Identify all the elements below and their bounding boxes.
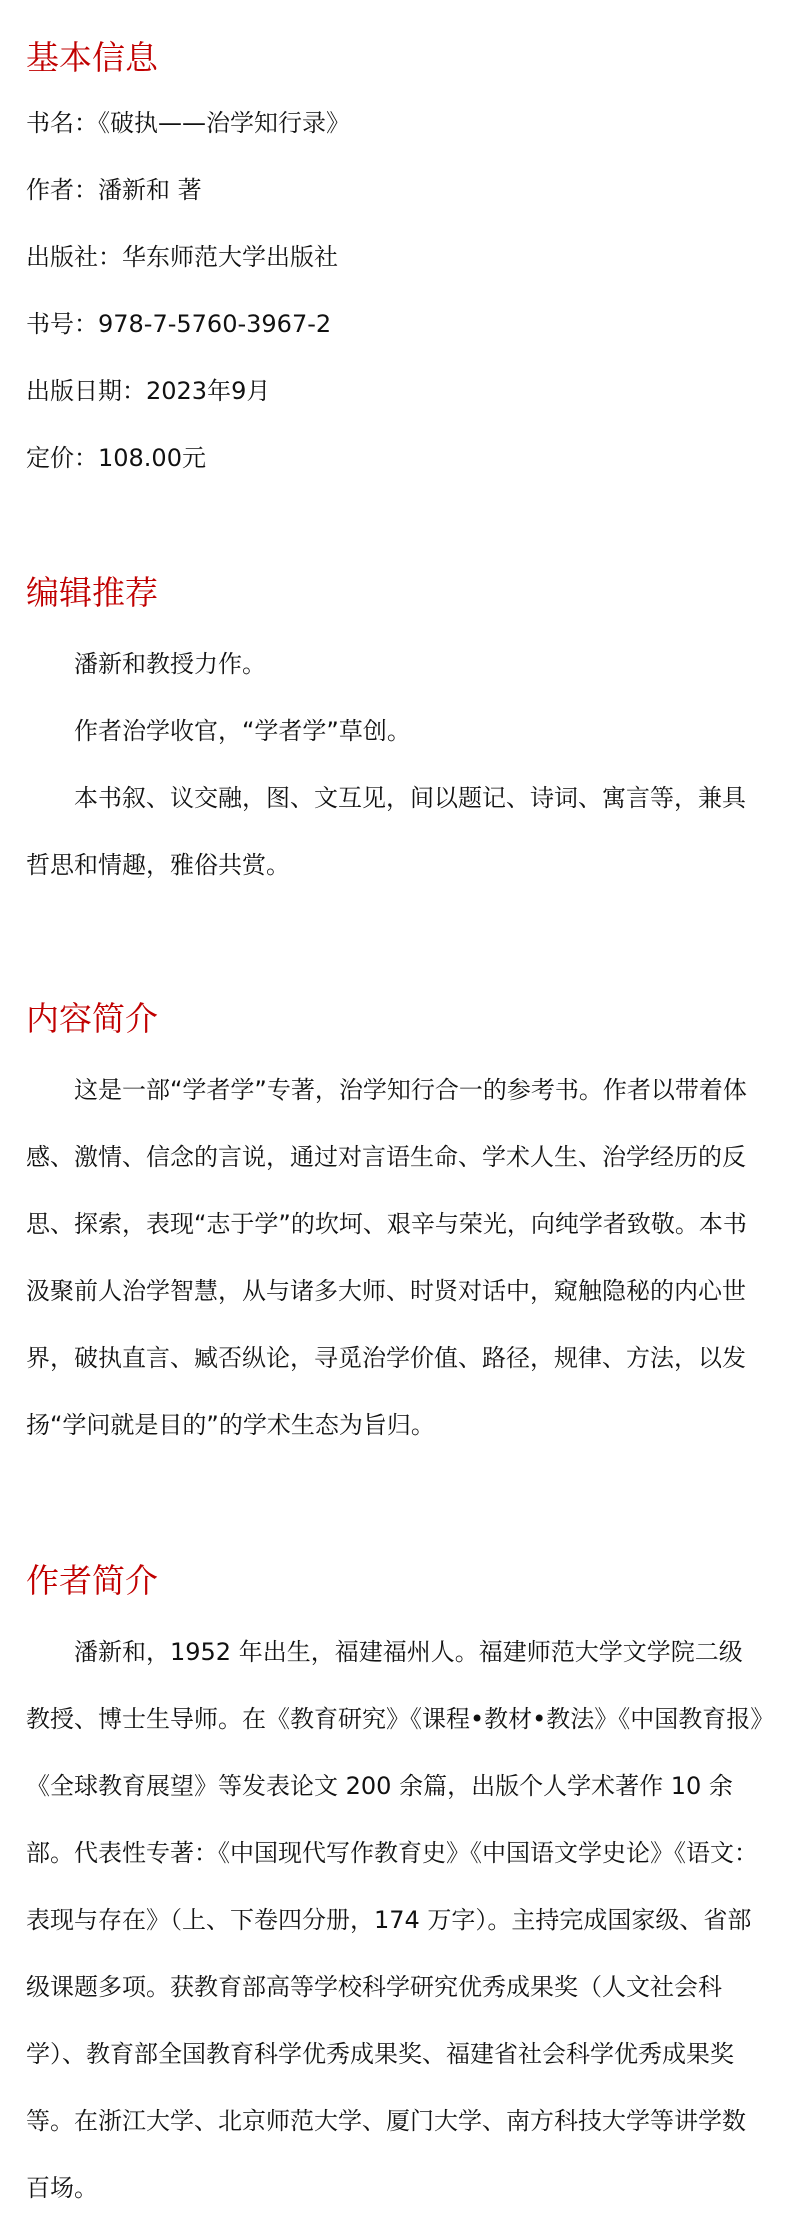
editor-recommendation-body bbox=[26, 631, 766, 899]
editor-paragraph: 作者治学收官，“学者学”草创。 bbox=[74, 717, 411, 745]
price-line: 定价：108.00元 bbox=[26, 444, 206, 472]
editor-recommendation-section bbox=[26, 573, 766, 899]
author-paragraph: 潘新和，1952 年出生，福建福州人。福建师范大学文学院二级教授、博士生导师。在《教育研究》《课程•教材•教法》《中国教育报》《全球教育展望》等发表论文 200 余篇，出版个人学术著作 10 余部。代表性专著：《中国现代写作教育史》《中国语文学史论》《语文：表现与存在》（上、下卷四分册，174 万字）。主持完成国家级、省部级课题多项。获教育部高等学校科学研究优秀成果奖（人文社会科学）、教育部全国教育科学优秀成果奖、福建省社会科学优秀成果奖等。在浙江大学、北京师范大学、厦门大学、南方科技大学等讲学数百场。 bbox=[26, 1638, 763, 2202]
editor-paragraph: 潘新和教授力作。 bbox=[74, 650, 266, 678]
publisher-line: 出版社：华东师范大学出版社 bbox=[26, 243, 338, 271]
basic-info-heading: 基本信息 bbox=[26, 38, 158, 77]
content-summary-section bbox=[26, 999, 766, 1459]
content-summary-heading: 内容简介 bbox=[26, 999, 158, 1038]
content-paragraph: 这是一部“学者学”专著，治学知行合一的参考书。作者以带着体感、激情、信念的言说，通过对言语生命、学术人生、治学经历的反思、探索，表现“志于学”的坎坷、艰辛与荣光，向纯学者致敬。本书汲聚前人治学智慧，从与诸多大师、时贤对话中，窥触隐秘的内心世界，破执直言、臧否纵论，寻觅治学价值、路径，规律、方法，以发扬“学问就是目的”的学术生态为旨归。 bbox=[26, 1076, 747, 1439]
author-bio-body bbox=[26, 1619, 766, 2222]
isbn-line: 书号：978-7-5760-3967-2 bbox=[26, 310, 332, 338]
book-title-line: 书名：《破执——治学知行录》 bbox=[26, 109, 350, 137]
author-bio-heading: 作者简介 bbox=[26, 1561, 158, 1600]
content-summary-body bbox=[26, 1057, 766, 1459]
publish-date-line: 出版日期：2023年9月 bbox=[26, 377, 271, 405]
editor-paragraph: 本书叙、议交融，图、文互见，间以题记、诗词、寓言等，兼具哲思和情趣，雅俗共赏。 bbox=[26, 784, 746, 879]
basic-info-section bbox=[26, 0, 766, 473]
editor-recommendation-heading: 编辑推荐 bbox=[26, 573, 158, 612]
author-bio-section bbox=[26, 1561, 766, 2222]
author-line: 作者：潘新和 著 bbox=[26, 176, 202, 204]
